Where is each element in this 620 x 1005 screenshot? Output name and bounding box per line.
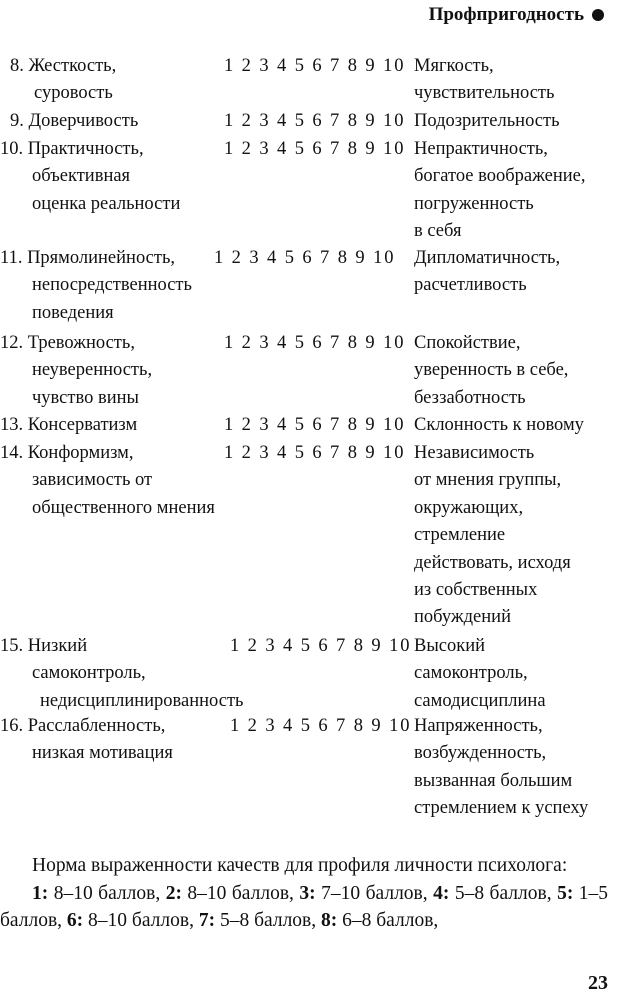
- row-right-line: побуждений: [414, 607, 511, 628]
- norm-key: 7:: [198, 910, 216, 931]
- row-left-line: недисциплинированность: [40, 690, 244, 711]
- norm-value: 8–10 баллов,: [83, 910, 199, 931]
- row-left-line: поведения: [32, 302, 114, 323]
- rating-scale: 1 2 3 4 5 6 7 8 9 10: [224, 415, 406, 435]
- row-right-line: богатое воображение,: [414, 166, 586, 187]
- row-left-line: 11. Прямолинейность,: [0, 248, 176, 268]
- norm-key: 8:: [321, 910, 338, 931]
- row-left-line: 13. Консерватизм: [0, 415, 138, 435]
- rating-scale: 1 2 3 4 5 6 7 8 9 10: [224, 443, 406, 463]
- row-right-line: Дипломатичность,: [414, 248, 561, 268]
- row-right-line: Склонность к новому: [414, 415, 584, 435]
- row-left-line: самоконтроль,: [32, 663, 146, 684]
- row-left-line: 8. Жесткость,: [10, 56, 117, 76]
- norm-intro: Норма выраженности качеств для профиля личности психолога:: [32, 855, 568, 876]
- row-right-line: Подозрительность: [414, 111, 560, 131]
- header-title: Профпригодность: [428, 4, 584, 25]
- row-right-line: расчетливость: [414, 275, 527, 296]
- norm-key: 4:: [433, 882, 450, 904]
- row-right-line: самоконтроль,: [414, 663, 528, 684]
- row-right-line: стремлением к успеху: [414, 798, 589, 819]
- rating-scale: 1 2 3 4 5 6 7 8 9 10: [224, 333, 406, 353]
- running-header: [429, 4, 604, 26]
- rating-scale: 1 2 3 4 5 6 7 8 9 10: [230, 716, 412, 736]
- norm-value: 8–10 баллов,: [48, 882, 166, 904]
- row-right-line: уверенность в себе,: [414, 360, 569, 381]
- row-left-line: неуверенность,: [32, 360, 153, 381]
- norm-key: 3:: [299, 882, 316, 904]
- norm-value: 8–10 баллов,: [181, 882, 300, 904]
- row-right-line: погруженность: [414, 193, 534, 214]
- row-right-line: от мнения группы,: [414, 470, 562, 491]
- row-right-line: окружающих,: [414, 497, 524, 518]
- norm-key: 1:: [32, 882, 49, 904]
- row-left-line: непосредственность: [32, 275, 192, 296]
- row-right-line: Непрактичность,: [414, 139, 548, 159]
- page-number: 23: [588, 972, 608, 994]
- row-left-line: 15. Низкий: [0, 636, 88, 656]
- row-left-line: 10. Практичность,: [0, 139, 144, 159]
- norm-value: 7–10 баллов,: [315, 882, 434, 904]
- row-right-line: вызванная большим: [414, 770, 573, 791]
- norm-value: 6–8 баллов,: [337, 910, 439, 931]
- row-right-line: возбужденность,: [414, 743, 547, 764]
- row-right-line: Напряженность,: [414, 716, 543, 736]
- rating-scale: 1 2 3 4 5 6 7 8 9 10: [224, 56, 406, 76]
- norm-key: 5:: [557, 882, 574, 904]
- rating-scale: 1 2 3 4 5 6 7 8 9 10: [224, 139, 406, 159]
- rating-scale: 1 2 3 4 5 6 7 8 9 10: [224, 111, 406, 131]
- row-right-line: самодисциплина: [414, 690, 546, 711]
- row-right-line: беззаботность: [414, 387, 526, 408]
- rating-scale: 1 2 3 4 5 6 7 8 9 10: [230, 636, 412, 656]
- norm-value: 5–8 баллов,: [449, 882, 558, 904]
- row-right-line: Спокойствие,: [414, 333, 521, 353]
- row-left-line: чувство вины: [32, 387, 139, 408]
- row-left-line: зависимость от: [32, 470, 153, 491]
- row-left-line: 9. Доверчивость: [10, 111, 139, 131]
- row-left-line: низкая мотивация: [32, 743, 173, 764]
- norm-value: 1–5 баллов,: [0, 882, 609, 931]
- row-left-line: 12. Тревожность,: [0, 333, 135, 353]
- row-right-line: из собственных: [414, 580, 538, 601]
- norm-paragraph: [0, 852, 608, 935]
- norm-key: 2:: [165, 882, 182, 904]
- norm-key: 6:: [66, 910, 84, 931]
- row-left-line: суровость: [34, 83, 113, 104]
- row-right-line: Мягкость,: [414, 56, 494, 76]
- row-left-line: общественного мнения: [32, 497, 215, 518]
- rating-scale: 1 2 3 4 5 6 7 8 9 10: [214, 248, 396, 268]
- row-left-line: объективная: [32, 166, 131, 187]
- row-left-line: 14. Конформизм,: [0, 443, 134, 463]
- row-right-line: Высокий: [414, 636, 486, 656]
- filled-circle-icon: [592, 9, 604, 21]
- row-right-line: Независимость: [414, 443, 535, 463]
- row-left-line: 16. Расслабленность,: [0, 716, 166, 736]
- row-right-line: стремление: [414, 525, 506, 546]
- row-left-line: оценка реальности: [32, 193, 181, 214]
- row-right-line: действовать, исходя: [414, 552, 571, 573]
- row-right-line: чувствительность: [414, 83, 555, 104]
- norm-values: [0, 880, 608, 935]
- norm-value: 5–8 баллов,: [215, 910, 322, 931]
- row-right-line: в себя: [414, 221, 462, 242]
